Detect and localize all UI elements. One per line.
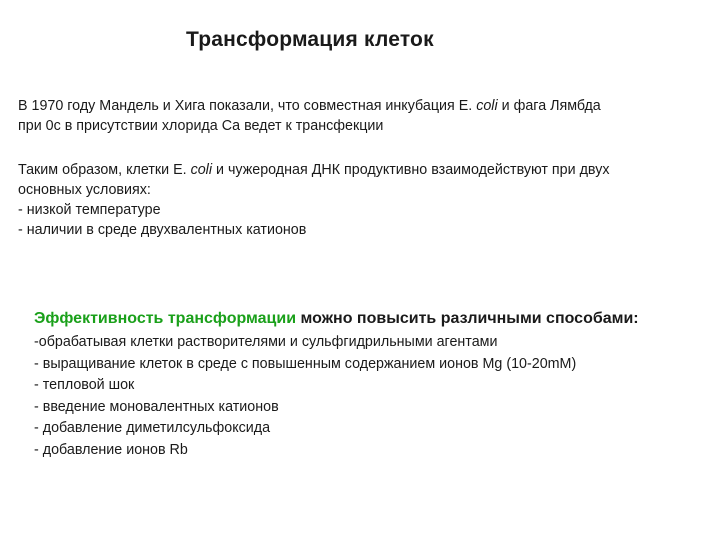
paragraph-line: при 0с в присутствии хлорида Са ведет к трансфекции [18,118,384,134]
efficiency-heading [34,308,639,330]
method-item: - добавление ионов Rb [34,441,188,458]
method-item: - добавление диметилсульфоксида [34,420,271,436]
efficiency-heading-highlight: Эффективность трансформации [34,310,297,327]
slide-title: Трансформация клеток [186,28,434,51]
condition-item: - низкой температуре [18,202,161,218]
method-item: - выращивание клеток в среде с повышенным содержанием ионов Mg (10-20mM) [34,355,577,372]
italic-coli: coli [190,162,213,178]
paragraph-line [18,160,610,180]
paragraph-line [18,96,601,116]
efficiency-section [34,308,639,461]
text-run: и фага Лямбда [497,98,601,114]
method-item: - тепловой шок [34,377,135,393]
paragraph-line: основных условиях: [18,182,151,198]
text-run: и чужеродная ДНК продуктивно взаимодействуют при двух [212,162,610,178]
efficiency-heading-rest: можно повысить различными способами: [296,310,639,327]
method-item: -обрабатывая клетки растворителями и сульфгидрильными агентами [34,334,498,350]
italic-coli: coli [476,98,498,114]
paragraph-mandel-higa [18,96,601,136]
paragraph-conditions [18,160,610,240]
method-item: - введение моновалентных катионов [34,398,279,415]
text-run: Таким образом, клетки E. [18,162,191,178]
text-run: В 1970 году Мандель и Хига показали, что совместная инкубация E. [18,98,477,114]
condition-item: - наличии в среде двухвалентных катионов [18,222,307,238]
